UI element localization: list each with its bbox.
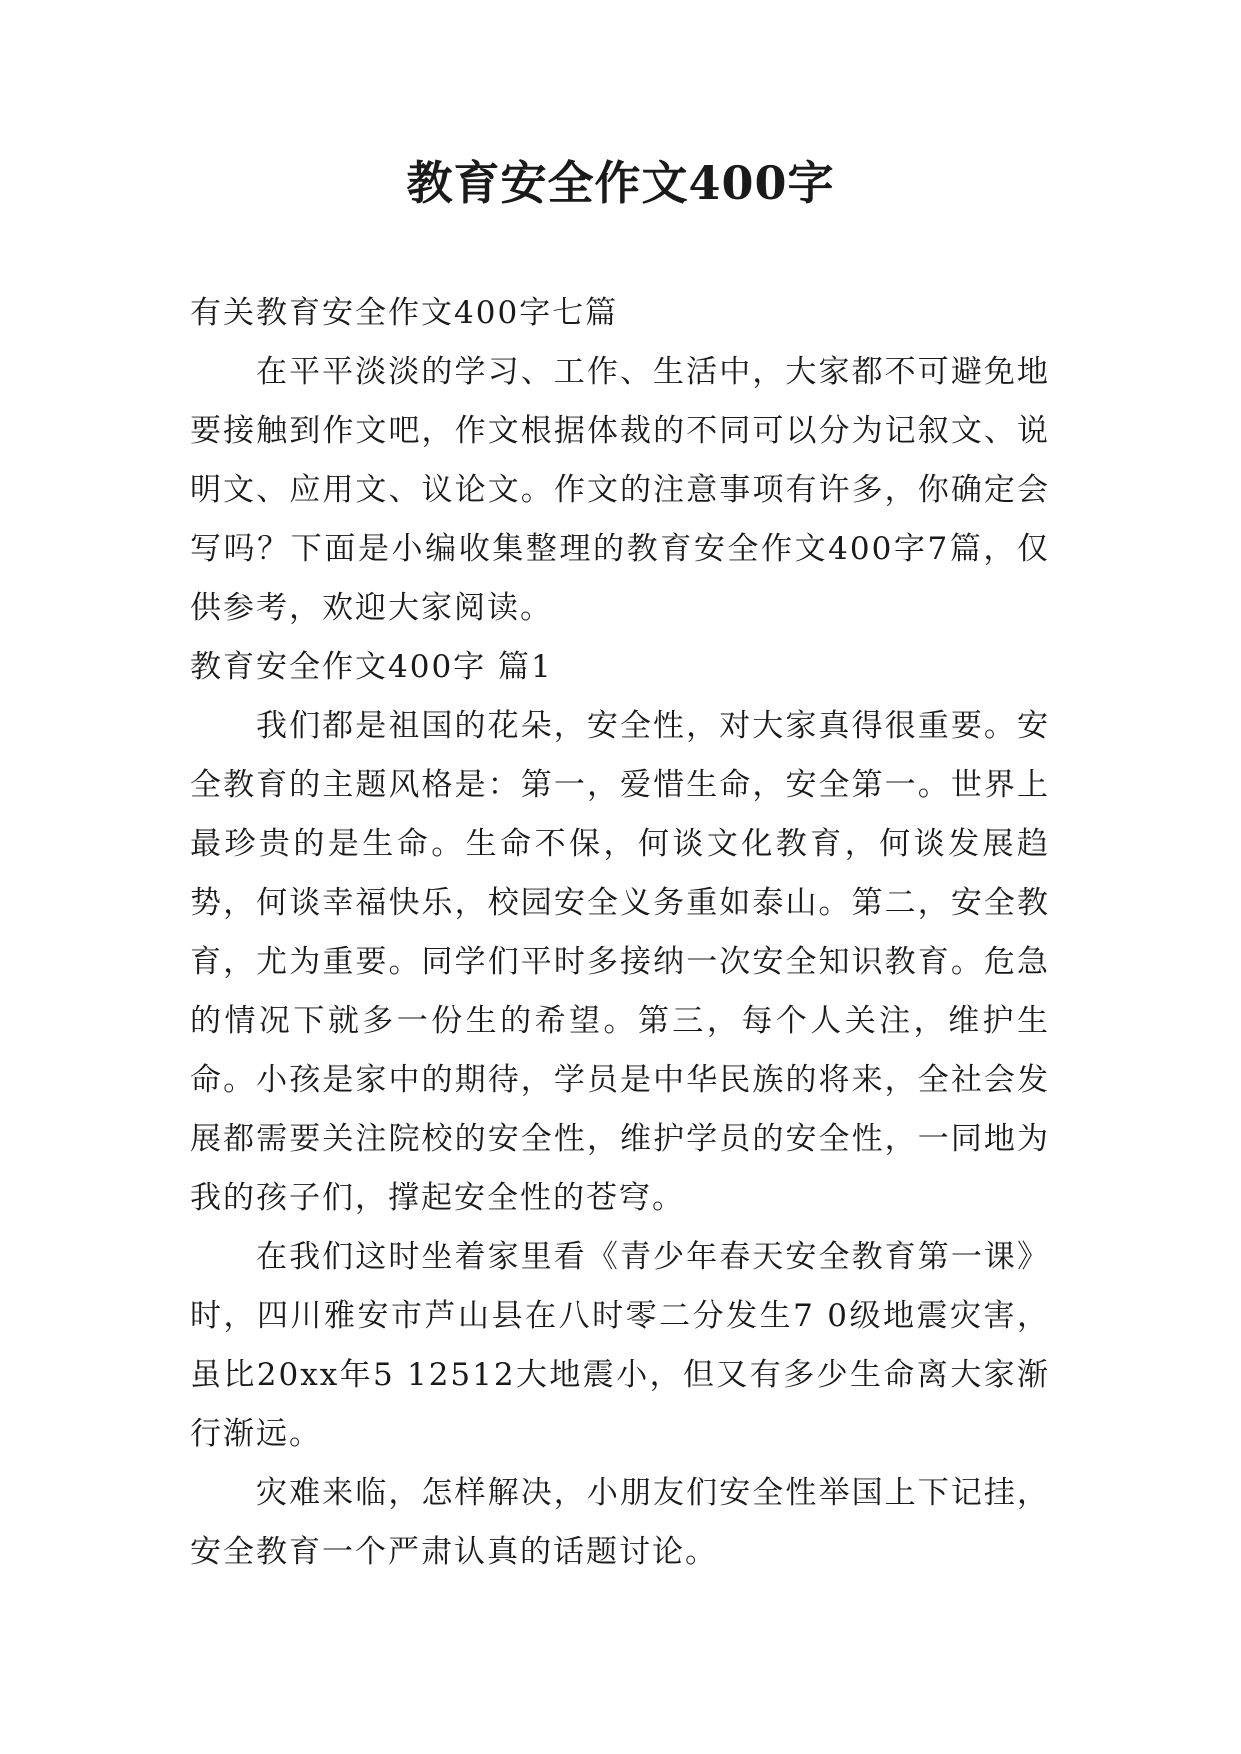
body-paragraph-2: 在我们这时坐着家里看《青少年春天安全教育第一课》时，四川雅安市芦山县在八时零二分发生7 0级地震灾害，虽比20xx年5 12512大地震小，但又有多少生命离大家渐行渐远。 (190, 1239, 1050, 1452)
intro-paragraph: 在平平淡淡的学习、工作、生活中，大家都不可避免地要接触到作文吧，作文根据体裁的不同可以分为记叙文、说明文、应用文、议论文。作文的注意事项有许多，你确定会写吗？下面是小编收集整理的教育安全作文400字7篇，仅供参考，欢迎大家阅读。 (190, 354, 1050, 626)
document-body (190, 284, 1050, 1582)
document-title: 教育安全作文400字 (406, 156, 835, 210)
document-subtitle: 有关教育安全作文400字七篇 (190, 295, 619, 331)
body-paragraph-1: 我们都是祖国的花朵，安全性，对大家真得很重要。安全教育的主题风格是：第一，爱惜生命，安全第一。世界上最珍贵的是生命。生命不保，何谈文化教育，何谈发展趋势，何谈幸福快乐，校园安全义务重如泰山。第二，安全教育，尤为重要。同学们平时多接纳一次安全知识教育。危急的情况下就多一份生的希望。第三，每个人关注，维护生命。小孩是家中的期待，学员是中华民族的将来，全社会发展都需要关注院校的安全性，维护学员的安全性，一同地为我的孩子们，撑起安全性的苍穹。 (190, 708, 1050, 1216)
body-paragraph-3: 灾难来临，怎样解决，小朋友们安全性举国上下记挂，安全教育一个严肃认真的话题讨论。 (190, 1475, 1050, 1570)
section-heading: 教育安全作文400字 篇1 (190, 649, 553, 685)
